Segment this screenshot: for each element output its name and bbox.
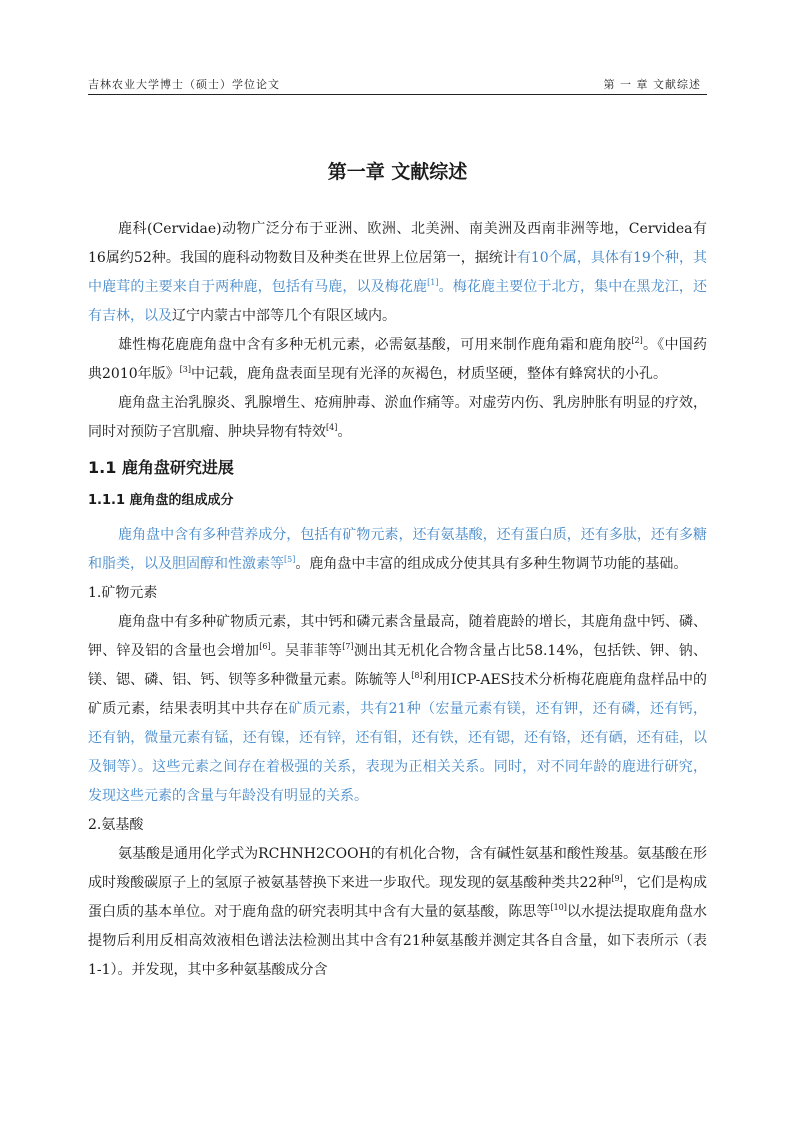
citation: [4] bbox=[326, 423, 338, 432]
text-run: 氨基酸是通用化学式为RCHNH2COOH的有机化合物，含有碱性氨基和酸性羧基。氨基酸在形成时羧酸碳原子上的氢原子被氨基替换下来进一步取代。现发现的氨基酸种类共22种 bbox=[88, 846, 707, 891]
text-run: 。鹿角盘中丰富的组成成分使其具有多种生物调节功能的基础。 bbox=[295, 556, 688, 572]
citation: [10] bbox=[550, 903, 567, 912]
text-run: 辽宁内蒙古中部等几个有限区域内。 bbox=[172, 308, 396, 324]
paragraph-elements bbox=[88, 331, 707, 389]
highlighted-text: 矿质元素，共有21种（宏量元素有镁，还有钾，还有磷，还有钙，还有钠，微量元素有锰，还有镍，还有锌，还有钼，还有铁，还有锶，还有铬，还有硒，还有硅，以及铜等）。这些元素之间存在着极强的关系，表现为正相关关系。同时，对不同年龄的鹿进行研究，发现这些元素的含量与年龄没有明显的关系。 bbox=[88, 701, 707, 804]
citation: [2] bbox=[631, 336, 643, 345]
text-run: ，它们是构成蛋白质的基本单位。对于鹿角盘的研究表明其中含有大量的氨基酸，陈思等 bbox=[88, 875, 708, 920]
paragraph-minerals bbox=[88, 608, 707, 811]
text-run: 雄性梅花鹿鹿角盘中含有多种无机元素，必需氨基酸，可用来制作鹿角霜和鹿角胶 bbox=[118, 337, 632, 353]
subsection-heading: 1.1.1 鹿角盘的组成成分 bbox=[88, 493, 234, 508]
citation: [9] bbox=[611, 874, 623, 883]
text-run: 鹿角盘中有多种矿物质元素，其中钙和磷元素含量最高，随着鹿龄的增长，其鹿角盘中钙、磷、钾、锌及铝的含量也会增加 bbox=[88, 614, 707, 659]
citation: [1] bbox=[427, 278, 439, 287]
highlighted-text: 。梅花鹿主要位于北方，集中在黑龙江，还有吉林，以及 bbox=[88, 279, 707, 324]
paragraph-amino-acids bbox=[88, 840, 707, 985]
text-run: 。 bbox=[337, 424, 352, 440]
section-heading: 1.1 鹿角盘研究进展 bbox=[88, 458, 234, 477]
subheading-minerals: 1.矿物元素 bbox=[88, 585, 158, 601]
text-run: 。《中国药典2010年版》 bbox=[88, 337, 708, 382]
text-run: 。吴菲菲等 bbox=[270, 643, 343, 659]
paragraph-efficacy bbox=[88, 389, 707, 447]
page-header bbox=[88, 76, 707, 94]
citation: [6] bbox=[259, 642, 271, 651]
citation: [5] bbox=[284, 555, 296, 564]
citation: [3] bbox=[179, 365, 191, 374]
paragraph-composition bbox=[88, 521, 707, 579]
text-run: 鹿科(Cervidae)动物广泛分布于亚洲、欧洲、北美洲、南美洲及西南非洲等地，Cervidea有16属约52种。我国的鹿科动物数目及种类在世界上位居第一，据统计 bbox=[88, 221, 707, 266]
chapter-title: 第一章 文献综述 bbox=[327, 161, 468, 183]
citation: [7] bbox=[342, 642, 354, 651]
text-run: 鹿角盘主治乳腺炎、乳腺增生、疮痈肿毒、淤血作痛等。对虚劳内伤、乳房肿胀有明显的疗效，同时对预防子宫肌瘤、肿块异物有特效 bbox=[88, 395, 707, 440]
highlighted-text: 有10个属，具体有19个种，其中鹿茸的主要来自于两种鹿，包括有马鹿，以及梅花鹿 bbox=[88, 250, 707, 295]
header-thesis-title: 吉林农业大学博士（硕士）学位论文 bbox=[88, 78, 280, 91]
page-body bbox=[88, 150, 707, 985]
text-run: 中记载，鹿角盘表面呈现有光泽的灰褐色，材质坚硬，整体有蜂窝状的小孔。 bbox=[190, 366, 667, 382]
highlighted-text: 鹿角盘中含有多种营养成分，包括有矿物元素，还有氨基酸，还有蛋白质，还有多肽，还有多糖和脂类，以及胆固醇和性激素等 bbox=[88, 527, 707, 572]
paragraph-intro bbox=[88, 215, 707, 331]
text-run: 利用ICP-AES技术分析梅花鹿鹿角盘样品中的矿质元素，结果表明其中共存在 bbox=[88, 672, 708, 717]
text-run: 测出其无机化合物含量占比58.14%，包括铁、钾、钠、镁、锶、磷、铝、钙、钡等多种微量元素。陈毓等人 bbox=[88, 643, 707, 688]
header-chapter-title: 第 一 章 文献综述 bbox=[603, 78, 701, 91]
citation: [8] bbox=[411, 671, 423, 680]
subheading-amino-acids: 2.氨基酸 bbox=[88, 817, 144, 833]
header-divider bbox=[88, 94, 707, 95]
text-run: 以水提法提取鹿角盘水提物后利用反相高效液相色谱法法检测出其中含有21种氨基酸并测定其各自含量，如下表所示（表1-1）。并发现，其中多种氨基酸成分含 bbox=[88, 904, 708, 978]
